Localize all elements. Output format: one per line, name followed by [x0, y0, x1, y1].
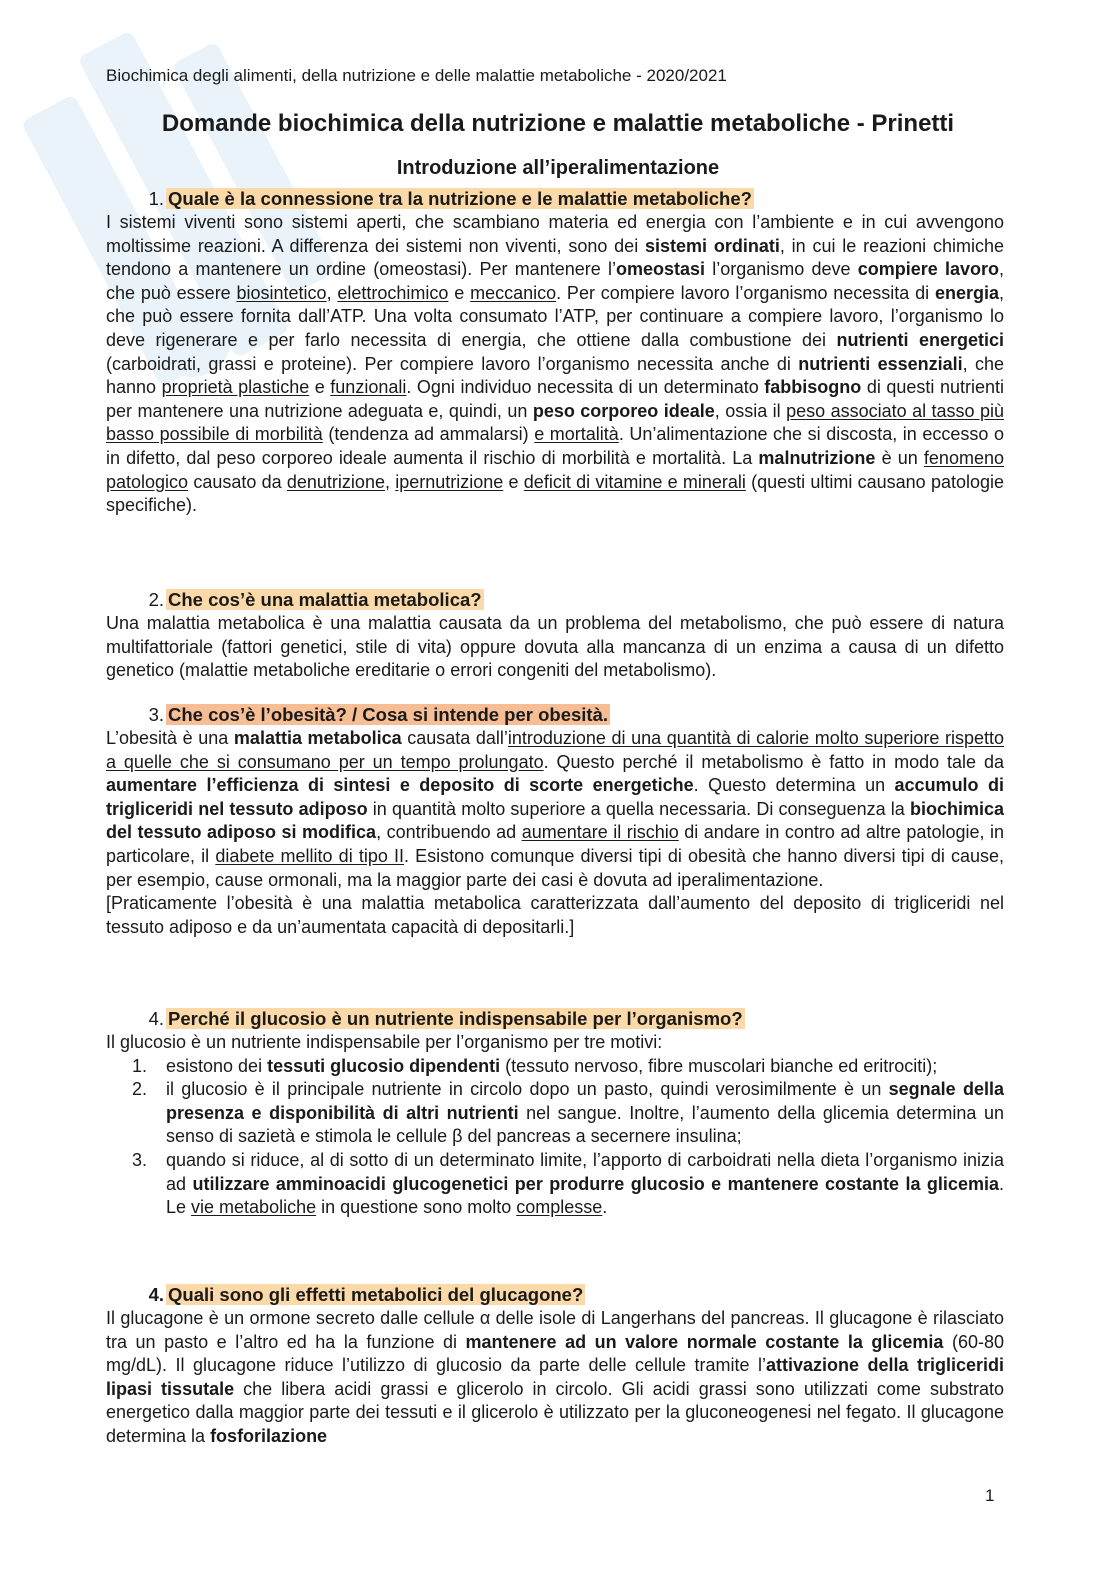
question-5	[106, 1282, 1004, 1449]
question-1-heading	[106, 186, 1004, 211]
question-number: 1.	[148, 188, 164, 209]
question-3-heading	[106, 702, 1004, 727]
question-3	[106, 702, 1004, 939]
question-number: 3.	[148, 704, 164, 725]
question-number: 4.	[148, 1008, 164, 1029]
running-header: Biochimica degli alimenti, della nutrizione e delle malattie metaboliche - 2020/2021	[106, 66, 727, 85]
question-2	[106, 587, 1004, 683]
question-1	[106, 186, 1004, 518]
answer-5: Il glucagone è un ormone secreto dalle cellule α delle isole di Langerhans del pancreas. Il glucagone è rilasciato tra un pasto e l’altro ed ha la funzione di mantenere ad un valore normale costante la glicemia (60-80 mg/dL). Il glucagone riduce l’utilizzo di glucosio da parte delle cellule tramite l’attivazione della trigliceridi lipasi tissutale che libera acidi grassi e glicerolo in circolo. Gli acidi grassi sono utilizzati come substrato energetico dalla maggior parte dei tessuti e il glicerolo è utilizzato per la gluconeogenesi nel fegato. Il glucagone determina la fosforilazione	[106, 1308, 1004, 1446]
question-text: Quale è la connessione tra la nutrizione e le malattie metaboliche?	[168, 188, 752, 209]
reasons-list	[106, 1055, 1004, 1220]
list-item: 1. esistono dei tessuti glucosio dipendenti (tessuto nervoso, fibre muscolari bianche ed eritrociti);	[132, 1055, 938, 1076]
question-number: 4.	[148, 1284, 164, 1305]
list-item: 2. il glucosio è il principale nutriente in circolo dopo un pasto, quindi verosimilmente è un segnale della presenza e disponibilità di altri nutrienti nel sangue. Inoltre, l’aumento della glicemia determina un senso di sazietà e stimola le cellule β del pancreas a secernere insulina;	[132, 1079, 1004, 1147]
document-title: Domande biochimica della nutrizione e malattie metaboliche - Prinetti	[161, 110, 955, 137]
question-number: 2.	[148, 589, 164, 610]
answer-4-intro: Il glucosio è un nutriente indispensabile per l’organismo per tre motivi:	[106, 1032, 663, 1052]
page-number: 1	[985, 1486, 995, 1505]
question-4-heading	[106, 1006, 1004, 1031]
question-text: Che cos’è una malattia metabolica?	[168, 589, 482, 610]
answer-1: I sistemi viventi sono sistemi aperti, che scambiano materia ed energia con l’ambiente e in cui avvengono moltissime reazioni. A differenza dei sistemi non viventi, sono dei sistemi ordinati, in cui le reazioni chimiche tendono a mantenere un ordine (omeostasi). Per mantenere l’omeostasi l’organismo deve compiere lavoro, che può essere biosintetico, elettrochimico e meccanico. Per compiere lavoro l’organismo necessita di energia, che può essere fornita dall’ATP. Una volta consumato l’ATP, per continuare a compiere lavoro, l’organismo lo deve rigenerare e per farlo necessita di energia, che ottiene dalla combustione dei nutrienti energetici (carboidrati, grassi e proteine). Per compiere lavoro l’organismo necessita anche di nutrienti essenziali, che hanno proprietà plastiche e funzionali. Ogni individuo necessita di un determinato fabbisogno di questi nutrienti per mantenere una nutrizione adeguata e, quindi, un peso corporeo ideale, ossia il peso associato al tasso più basso possibile di morbilità (tendenza ad ammalarsi) e mortalità. Un’alimentazione che si discosta, in eccesso o in difetto, dal peso corporeo ideale aumenta il rischio di morbilità e mortalità. La malnutrizione è un fenomeno patologico causato da denutrizione, ipernutrizione e deficit di vitamine e minerali (questi ultimi causano patologie specifiche).	[106, 212, 1005, 516]
question-text: Quali sono gli effetti metabolici del glucagone?	[168, 1284, 584, 1305]
question-5-heading	[106, 1282, 1004, 1307]
question-text: Che cos’è l’obesità? / Cosa si intende per obesità.	[168, 704, 609, 725]
question-2-heading	[106, 587, 1004, 612]
question-4	[106, 1006, 1004, 1220]
section-title: Introduzione all’iperalimentazione	[396, 157, 720, 179]
answer-2: Una malattia metabolica è una malattia causata da un problema del metabolismo, che può essere di natura multifattoriale (fattori genetici, stile di vita) oppure dovuta alla mancanza di un enzima a causa di un difetto genetico (malattie metaboliche ereditarie o errori congeniti del metabolismo).	[106, 613, 1004, 681]
answer-3: L’obesità è una malattia metabolica causata dall’introduzione di una quantità di calorie molto superiore rispetto a quelle che si consumano per un tempo prolungato. Questo perché il metabolismo è fatto in modo tale da aumentare l’efficienza di sintesi e deposito di scorte energetiche. Questo determina un accumulo di trigliceridi nel tessuto adiposo in quantità molto superiore a quella necessaria. Di conseguenza la biochimica del tessuto adiposo si modifica, contribuendo ad aumentare il rischio di andare in contro ad altre patologie, in particolare, il diabete mellito di tipo II. Esistono comunque diversi tipi di obesità che hanno diversi tipi di cause, per esempio, cause ormonali, ma la maggior parte dei casi è dovuta ad iperalimentazione.	[106, 728, 1005, 890]
list-item: 3. quando si riduce, al di sotto di un determinato limite, l’apporto di carboidrati nella dieta l’organismo inizia ad utilizzare amminoacidi glucogenetici per produrre glucosio e mantenere costante la glicemia. Le vie metaboliche in questione sono molto complesse.	[132, 1149, 1004, 1218]
question-text: Perché il glucosio è un nutriente indispensabile per l’organismo?	[168, 1008, 743, 1029]
answer-3-note: [Praticamente l’obesità è una malattia metabolica caratterizzata dall’aumento del deposito di trigliceridi nel tessuto adiposo e da un’aumentata capacità di depositarli.]	[106, 893, 1004, 937]
